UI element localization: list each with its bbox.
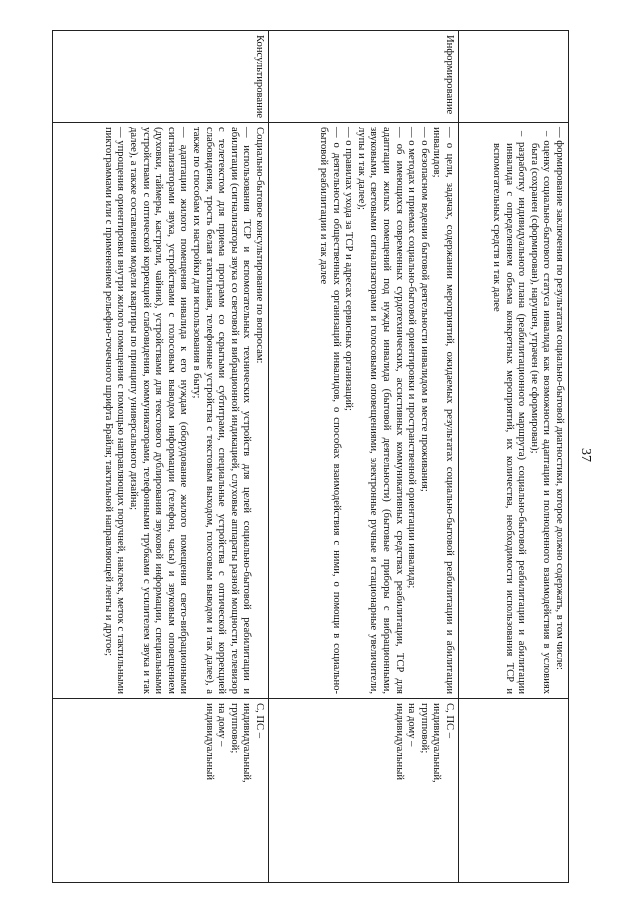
content-line: — упрощения ориентировки внутри жилого помещения с помощью направляющих поручней, наклеек, меток с тактильными пиктограммами или с применением рельефно-точечного шрифта Брайля; тактильной направляющей ленты и другое; (102, 127, 127, 694)
content-line: — о цели, задачах, содержании мероприятий, ожидаемых результатах социально-бытовой реабилитации и абилитации инвалидов; (431, 127, 455, 694)
content-line: – оценку социально-бытового статуса инвалида как возможности адаптации и полноценного взаимодействия в условиях быта (сохранен (сформирован), нарушен, утрачен (не сформирован); (528, 131, 553, 694)
rotated-table-sheet (53, 30, 569, 882)
content-line: Социально-бытовое консультирование по вопросам: (254, 127, 265, 364)
service-form-cell (459, 699, 569, 883)
content-line: — формирование заключения по результатам социально-бытовой диагностики, которое должно содержать, в том числе: (554, 127, 565, 670)
content-line: — о безопасном ведении бытовой деятельности инвалидом в месте проживания; (418, 127, 430, 492)
service-content-cell (459, 123, 569, 699)
page-number: 37 (578, 448, 593, 462)
service-name-cell (459, 31, 569, 123)
service-content-cell (269, 123, 459, 699)
table-row (53, 31, 269, 883)
service-name-cell: Консультирование (53, 31, 269, 123)
content-line: — о правилах ухода за ТСР и адресах сервисных организаций; (343, 127, 355, 411)
content-line: — о методах и приемах социально-бытовой ориентировки и пространственной ориентации инвалида; (406, 127, 418, 589)
service-form-cell: С, ПС – индивидуальный, групповой; на дому – индивидуальный (269, 699, 459, 883)
service-name-cell: Информирование (269, 31, 459, 123)
table-row (269, 31, 459, 883)
content-line: — использования ТСР и вспомогательных технических устройств для целей социально-бытовой реабилитации и абилитации (сигнализаторы звука со световой и вибрационной индикацией, слуховые аппараты разной мощности, телевизор с телетекстом для приема программ со скрытыми субтитрами, специальные устройства с оптической коррекцией слабовидения, трость белая тактильная, телефонные устройства с текстовым выходом, голосовым выводом и так далее), а также по способам их настройки для использования в быту; (191, 127, 253, 694)
content-line: — о деятельности общественных организаций инвалидов, о способах взаимодействия с ними, о помощи в социально-бытовой реабилитации и так далее (318, 127, 342, 694)
services-table (52, 30, 569, 883)
table-row (459, 31, 569, 883)
content-line: — об имеющихся современных сурдотехнических, ассистивных коммуникативных средствах реабилитации, ТСР для адаптации жилых помещений под нужды инвалида (бытовой деятельности) (бытовые приборы с вибрационными, звуковыми, световыми сигнализаторами и голосовыми оповещениями, электронные ручные и стационарные увеличители, лупы и так далее); (355, 127, 405, 694)
service-content-cell (53, 123, 269, 699)
service-form-cell: С, ПС – индивидуальный, групповой; на дому – индивидуальный (53, 699, 269, 883)
content-line: — адаптации жилого помещения инвалида к его нуждам (оборудование жилого помещения свето-вибрационными сигнализаторами звука, устройствами с голосовым выводом информации (телефон, часы) и звуковым оповещением (духовки, таймеры, кастрюли, чайник), устройствами для текстового дублирования звуковой информации, специальными устройствами с оптической коррекцией слабовидения, коммуникаторами, телефонными трубками с усилителем звука и так далее), а также составления модели квартиры по принципу универсального дизайна; (128, 127, 190, 694)
content-line: – разработку индивидуального плана (реабилитационного маршрута) социально-бытовой реабилитации и абилитации инвалида с определением объема конкретных мероприятий, их количества, необходимости использования ТСР и вспомогательных средств и так далее (491, 131, 528, 694)
